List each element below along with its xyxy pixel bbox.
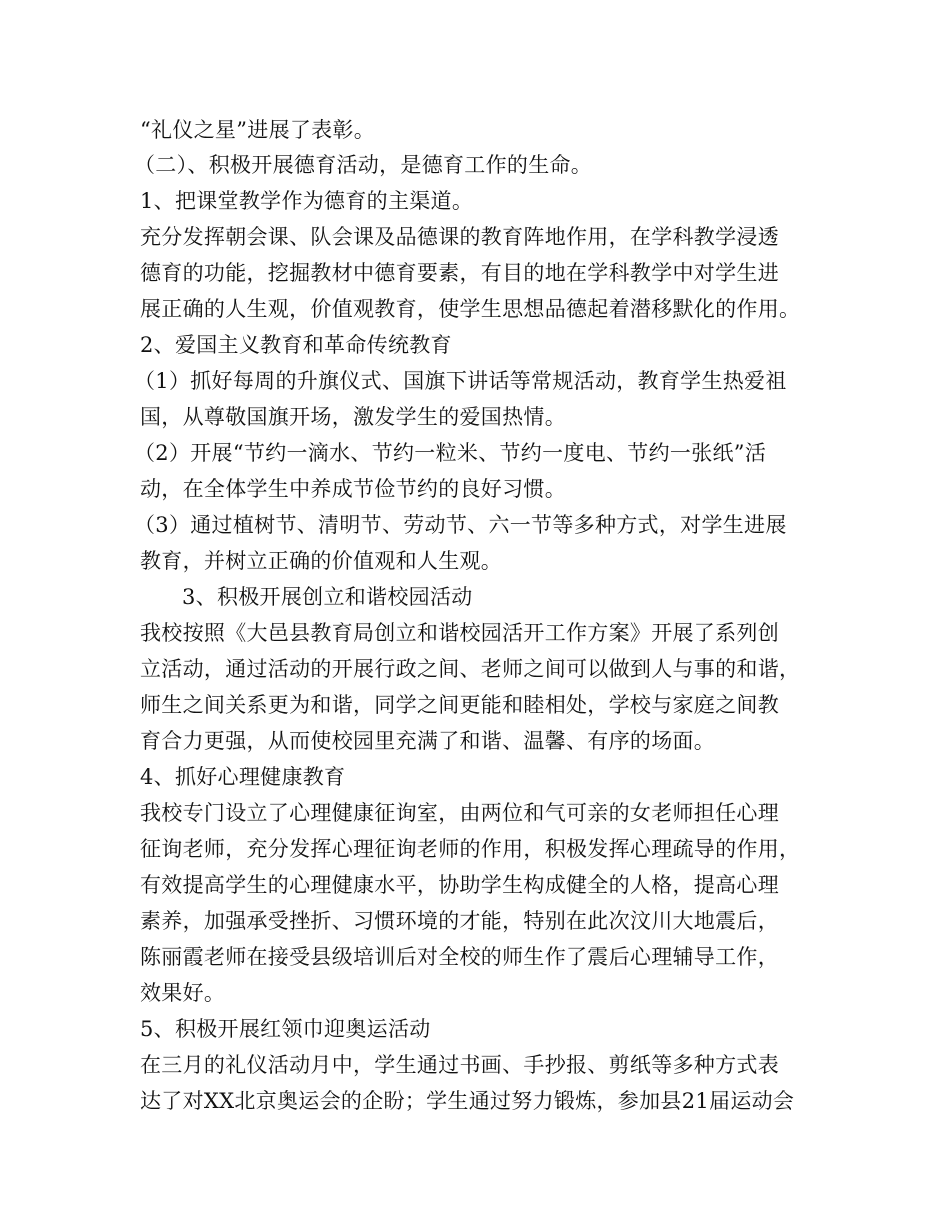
subsection-heading: 3、积极开展创立和谐校园活动 xyxy=(182,585,473,609)
subsection-heading: 5、积极开展红领巾迎奥运活动 xyxy=(140,1017,431,1041)
subsection-heading: 1、把课堂教学作为德育的主渠道。 xyxy=(140,189,474,213)
text-line: 育合力更强，从而使校园里充满了和谐、温馨、有序的场面。 xyxy=(140,729,716,753)
text-line: 立活动，通过活动的开展行政之间、老师之间可以做到人与事的和谐， xyxy=(140,657,801,681)
text-line: 教育，并树立正确的价值观和人生观。 xyxy=(140,549,503,573)
section-heading: （二）、积极开展德育活动，是德育工作的生命。 xyxy=(134,153,593,177)
text-line: 我校专门设立了心理健康征询室，由两位和气可亲的女老师担任心理 xyxy=(140,801,779,825)
text-line: （1）抓好每周的升旗仪式、国旗下讲话等常规活动，教育学生热爱祖 xyxy=(134,369,787,393)
text-line: 有效提高学生的心理健康水平，协助学生构成健全的人格，提高心理 xyxy=(140,873,779,897)
text-line: 展正确的人生观，价值观教育，使学生思想品德起着潜移默化的作用。 xyxy=(140,297,801,321)
subsection-heading: 2、爱国主义教育和革命传统教育 xyxy=(140,333,452,357)
text-line: 效果好。 xyxy=(140,981,226,1005)
text-line: （3）通过植树节、清明节、劳动节、六一节等多种方式，对学生进展 xyxy=(134,513,787,537)
text-line: 在三月的礼仪活动月中，学生通过书画、手抄报、剪纸等多种方式表 xyxy=(140,1053,779,1077)
text-line: 陈丽霞老师在接受县级培训后对全校的师生作了震后心理辅导工作， xyxy=(140,945,779,969)
text-line: 国，从尊敬国旗开场，激发学生的爱国热情。 xyxy=(140,405,566,429)
text-line: 师生之间关系更为和谐，同学之间更能和睦相处，学校与家庭之间教 xyxy=(140,693,779,717)
text-line: “礼仪之星”进展了表彰。 xyxy=(140,118,376,142)
text-line: 素养，加强承受挫折、习惯环境的才能，特别在此次汶川大地震后， xyxy=(140,909,779,933)
text-line: 动，在全体学生中养成节俭节约的良好习惯。 xyxy=(140,477,566,501)
subsection-heading: 4、抓好心理健康教育 xyxy=(140,765,346,789)
text-line: 充分发挥朝会课、队会课及品德课的教育阵地作用，在学科教学浸透 xyxy=(140,225,779,249)
text-line: 德育的功能，挖掘教材中德育要素，有目的地在学科教学中对学生进 xyxy=(140,261,779,285)
text-line: 征询老师，充分发挥心理征询老师的作用，积极发挥心理疏导的作用， xyxy=(140,837,801,861)
text-line: 达了对XX北京奥运会的企盼；学生通过努力锻炼，参加县21届运动会 xyxy=(140,1089,795,1113)
text-line: 我校按照《大邑县教育局创立和谐校园活开工作方案》开展了系列创 xyxy=(140,621,779,645)
text-line: （2）开展“节约一滴水、节约一粒米、节约一度电、节约一张纸”活 xyxy=(134,441,767,465)
